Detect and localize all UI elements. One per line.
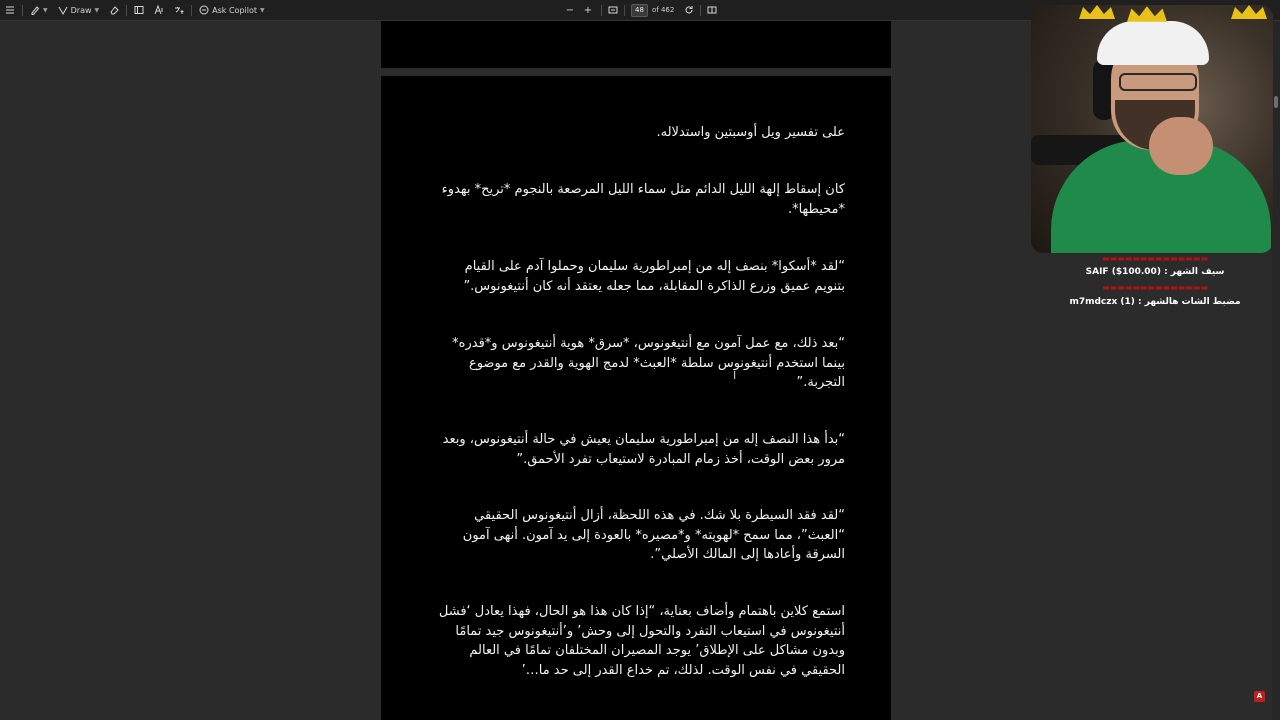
paragraph: كان إسقاط إلهة الليل الدائم مثل سماء الليل المرصعة بالنجوم *تريح* بهدوء *محيطها*. bbox=[441, 182, 845, 217]
alert-line-decor: ▬▬▬▬▬▬▬▬▬▬▬▬▬▬ bbox=[1102, 254, 1208, 263]
chevron-down-icon[interactable]: ▼ bbox=[94, 6, 100, 14]
glasses-icon bbox=[1119, 73, 1197, 91]
document-page bbox=[381, 76, 891, 720]
paragraph: “لقد فقد السيطرة بلا شك. في هذه اللحظة، أزال أنتيغونوس الحقيقي “العبث”، مما سمح *لهويته* و*مصيره* بالعودة إلى يد آمون. أنهى آمون السرقة وأعادها إلى المالك الأصلي”. bbox=[462, 508, 845, 562]
translate-button[interactable] bbox=[169, 0, 189, 20]
stream-alerts bbox=[1060, 253, 1250, 313]
crown-icon bbox=[1079, 5, 1115, 19]
ask-copilot-label: Ask Copilot bbox=[212, 5, 258, 15]
alert-line-decor: ▬▬▬▬▬▬▬▬▬▬▬▬▬▬ bbox=[1102, 283, 1208, 292]
crown-icon bbox=[1127, 5, 1167, 23]
zoom-in-icon[interactable]: + bbox=[583, 4, 593, 16]
top-donor-line: سيف الشهر : SAIF ($100.00) bbox=[1085, 267, 1225, 277]
list-icon bbox=[5, 5, 15, 15]
fit-page-icon[interactable] bbox=[608, 5, 618, 15]
toolbar-divider bbox=[700, 5, 701, 16]
chevron-down-icon[interactable]: ▼ bbox=[43, 6, 48, 14]
draw-label: Draw bbox=[70, 5, 92, 15]
page-total-label: of 462 bbox=[652, 6, 675, 14]
previous-page bbox=[381, 21, 891, 68]
toolbar-divider bbox=[191, 5, 192, 16]
chat-moderator-line: مضبط الشات هالشهر : m7mdczx (1) bbox=[1069, 297, 1241, 307]
crown-icon bbox=[1231, 5, 1267, 19]
text-box-icon bbox=[134, 5, 144, 15]
erase-button[interactable] bbox=[104, 0, 124, 20]
copilot-icon bbox=[199, 5, 209, 15]
chevron-down-icon[interactable]: ▼ bbox=[260, 6, 265, 14]
ask-copilot-button[interactable] bbox=[194, 0, 269, 20]
pdf-icon: A bbox=[1254, 691, 1265, 702]
page-navigation bbox=[563, 0, 717, 20]
paragraph: “لقد *أسكوا* بنصف إله من إمبراطورية سليمان وحملوا آدم على القيام بتنويم عميق وزرع الذاكرة المقابلة، مما جعله يعتقد أنه كان أنتيغونوس.” bbox=[463, 259, 845, 294]
eraser-icon bbox=[109, 5, 119, 15]
page-number-input[interactable]: 48 bbox=[631, 4, 648, 17]
text-box-button[interactable] bbox=[129, 0, 149, 20]
toolbar-divider bbox=[126, 5, 127, 16]
read-aloud-button[interactable] bbox=[149, 0, 169, 20]
page-view-icon[interactable] bbox=[707, 5, 717, 15]
toolbar-divider bbox=[601, 5, 602, 16]
zoom-out-icon[interactable]: − bbox=[565, 4, 575, 16]
scrollbar[interactable] bbox=[1272, 21, 1280, 720]
scrollbar-thumb[interactable] bbox=[1274, 96, 1278, 108]
translate-icon bbox=[174, 5, 184, 15]
paragraph: على تفسير ويل أوسبتين واستدلاله. bbox=[656, 125, 845, 140]
streamer-cap bbox=[1097, 21, 1209, 65]
contents-button[interactable] bbox=[0, 0, 20, 20]
highlight-button[interactable] bbox=[25, 0, 53, 20]
text-cursor-icon: I bbox=[733, 369, 737, 382]
webcam-overlay bbox=[1031, 5, 1273, 253]
read-aloud-icon bbox=[154, 5, 164, 15]
paragraph: “بدأ هذا النصف إله من إمبراطورية سليمان يعيش في حالة أنتيغونوس، وبعد مرور بعض الوقت، أخذ زمام المبادرة لاستيعاب تفرد الأحمق.” bbox=[442, 432, 845, 467]
paragraph: “بعد ذلك، مع عمل آمون مع أنتيغونوس، *سرق* هوية أنتيغونوس و*قدره* بينما استخدم أنتيغونوس سلطة *العبث* لدمج الهوية والقدر مع موضوع التجربة.” bbox=[452, 336, 845, 390]
draw-button[interactable] bbox=[53, 0, 105, 20]
paragraph: استمع كلاين باهتمام وأضاف بعناية، “إذا كان هذا هو الحال، فهذا يعادل ‘فشل أنتيغونوس في استيعاب التفرد والتحول إلى وحش’ و’أنتيغونوس جيد تمامًا وبدون مشاكل على الإطلاق’ يوجد المصيران المختلفان تمامًا في العالم الحقيقي في نفس الوقت. لذلك، تم خداع القدر إلى حد ما…’ bbox=[438, 604, 845, 678]
pen-icon bbox=[58, 5, 68, 15]
highlighter-icon bbox=[30, 5, 40, 15]
streamer-hand bbox=[1149, 117, 1213, 175]
toolbar-divider bbox=[22, 5, 23, 16]
toolbar-divider bbox=[624, 5, 625, 16]
rotate-icon[interactable] bbox=[684, 5, 694, 15]
